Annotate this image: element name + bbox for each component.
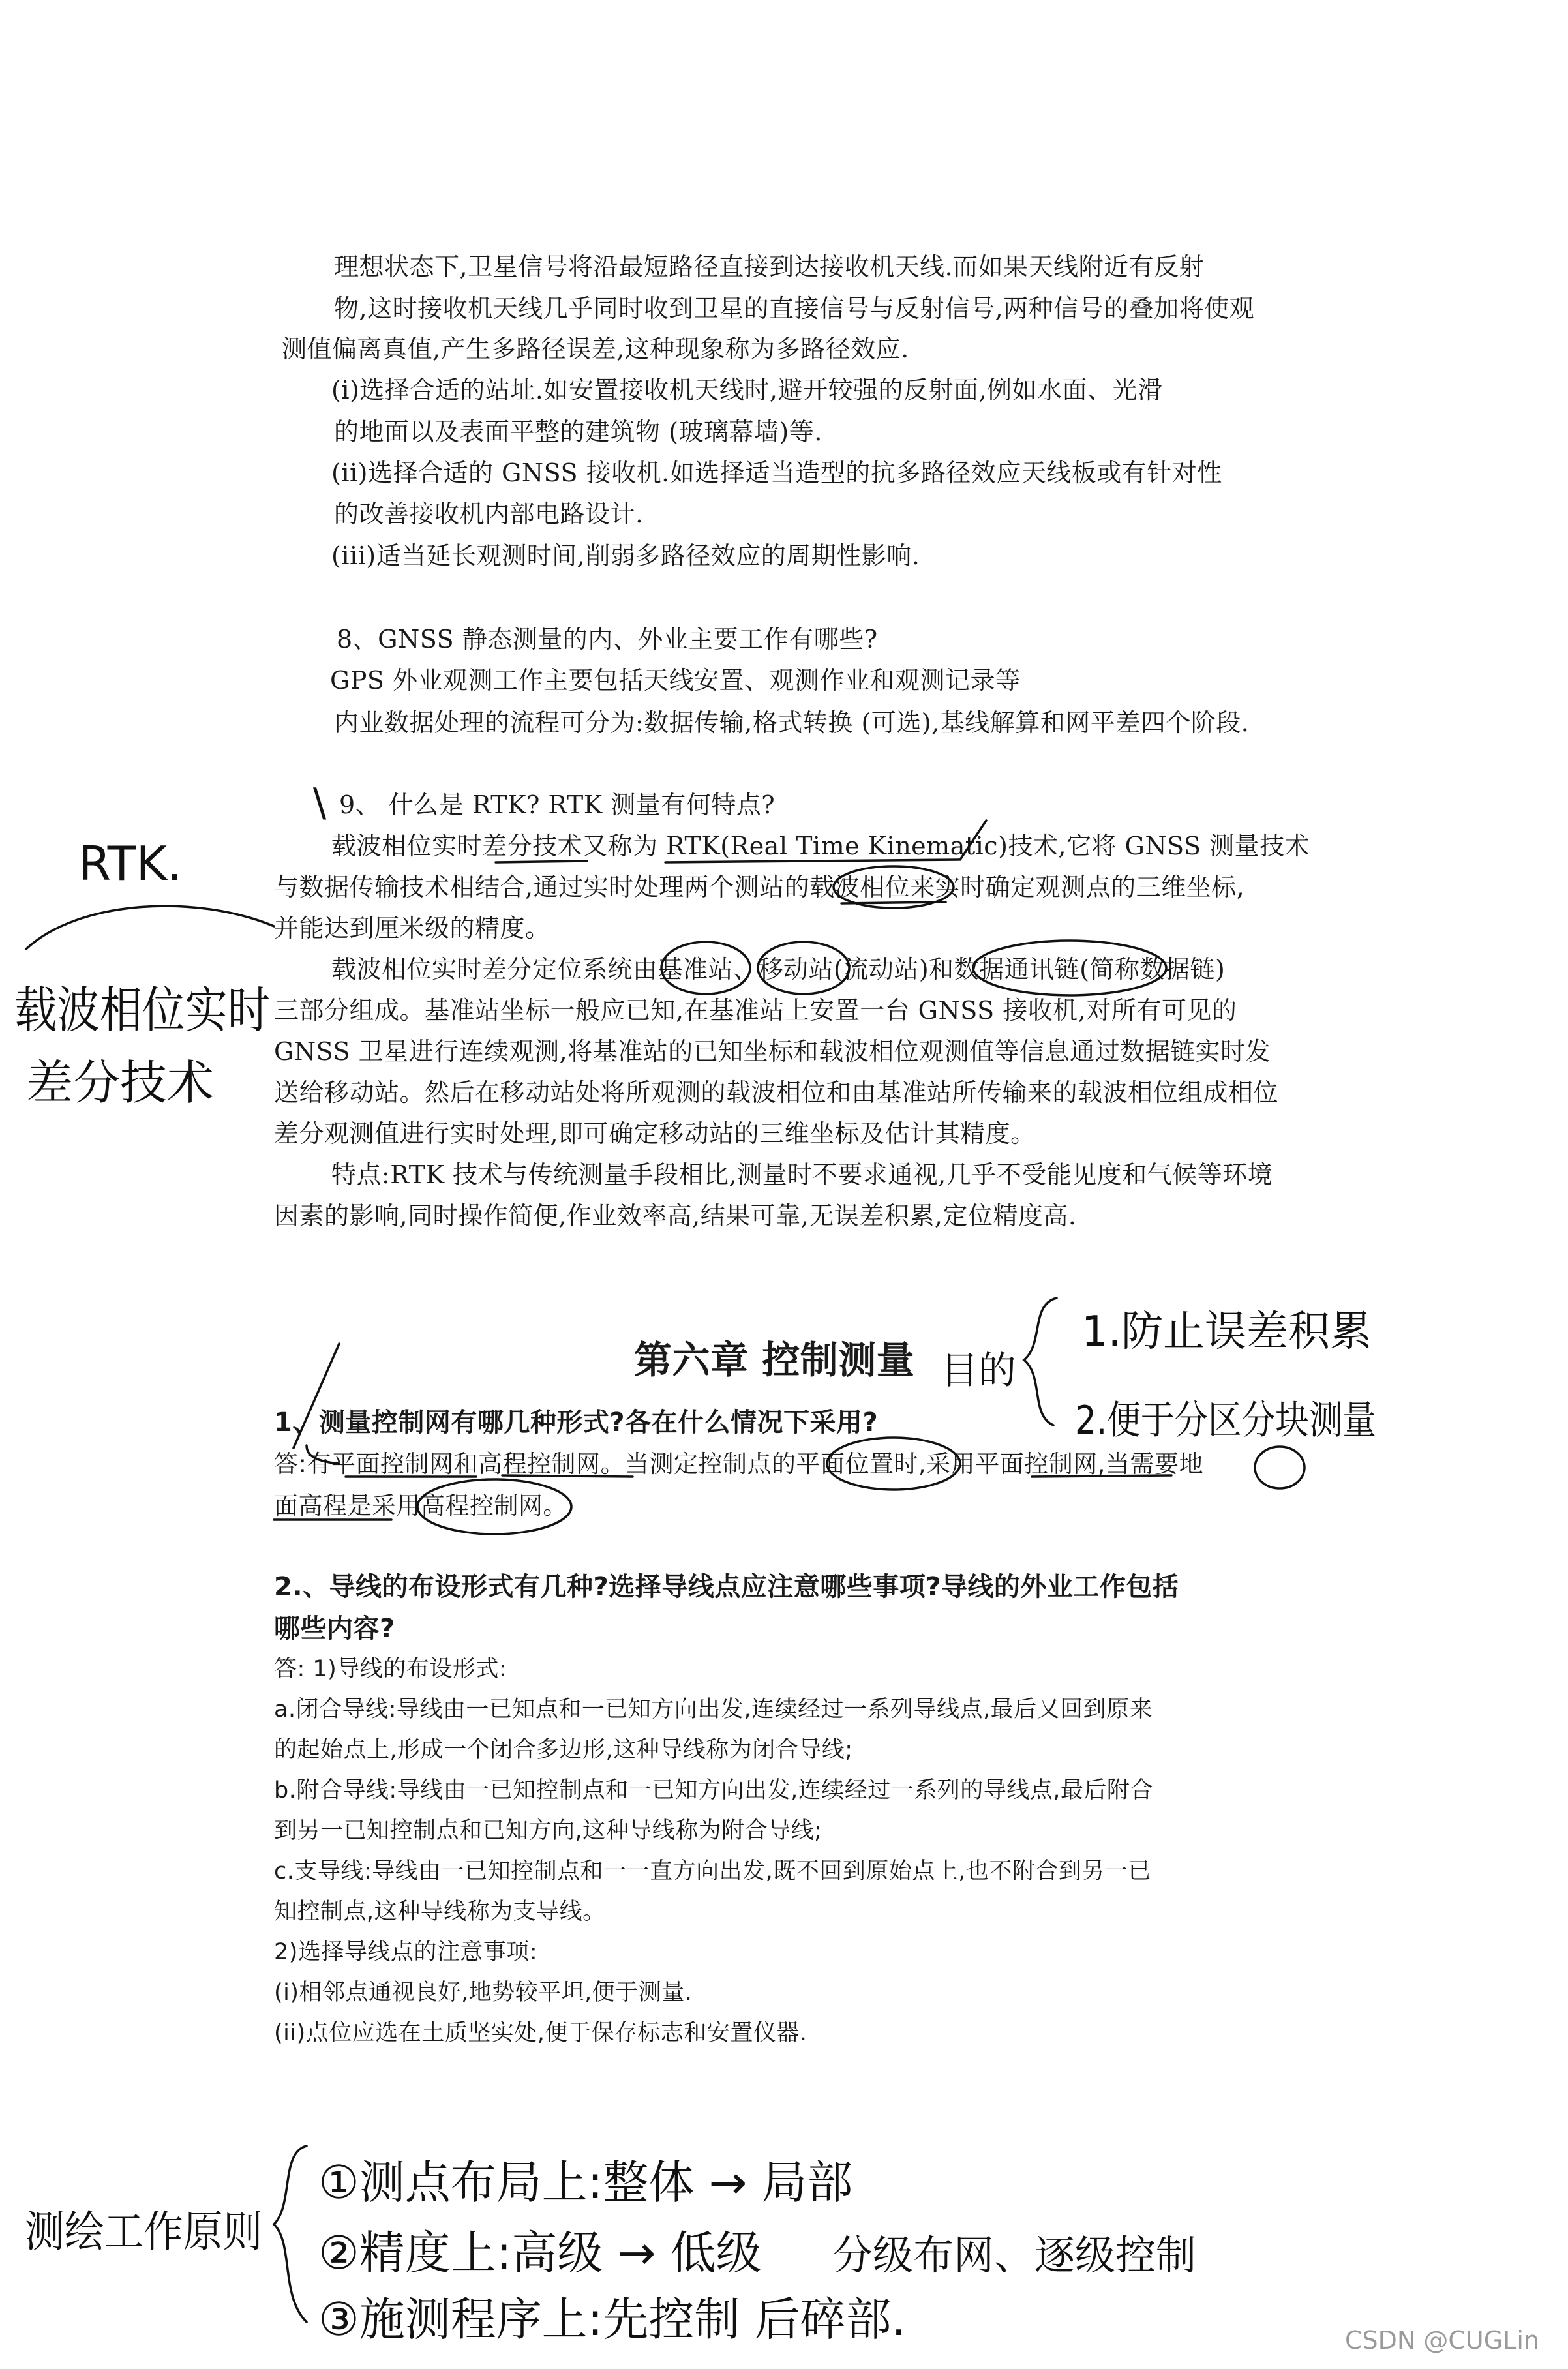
chapter-brace (1024, 1298, 1057, 1425)
text-line: 内业数据处理的流程可分为:数据传输,格式转换 (可选),基线解算和网平差四个阶段. (334, 708, 1250, 737)
q2-text-line: 到另一已知控制点和已知方向,这种导线称为附合导线; (274, 1818, 822, 1844)
principles-item1: ①测点布局上:整体 → 局部 (318, 2156, 853, 2209)
chapter-note-item1: 1.防止误差积累 (1081, 1308, 1372, 1356)
principles-item2-extra: 分级布网、逐级控制 (832, 2231, 1197, 2279)
text-line: 与数据传输技术相结合,通过实时处理两个测站的载波相位来实时确定观测点的三维坐标, (274, 873, 1245, 901)
q2-question-line: 哪些内容? (274, 1614, 395, 1644)
margin-note-rtk-line1: 载波相位实时 (14, 981, 271, 1039)
text-line: 三部分组成。基准站坐标一般应已知,在基准站上安置一台 GNSS 接收机,对所有可见的 (274, 996, 1237, 1025)
q2-text-line: (ii)点位应选在土质坚实处,便于保存标志和安置仪器. (274, 2020, 807, 2046)
text-line: 载波相位实时差分定位系统由基准站、移动站(流动站)和数据通讯链(简称数据链) (331, 955, 1226, 984)
principles-label: 测绘工作原则 (25, 2207, 263, 2257)
q2-text-line: 知控制点,这种导线称为支导线。 (274, 1899, 606, 1925)
q2-text-line: a.闭合导线:导线由一已知点和一已知方向出发,连续经过一系列导线点,最后又回到原来 (274, 1697, 1153, 1723)
principles-item2: ②精度上:高级 → 低级 (318, 2226, 762, 2280)
q1-answer-line: 答:有平面控制网和高程控制网。当测定控制点的平面位置时,采用平面控制网,当需要地 (274, 1450, 1203, 1478)
text-line: (iii)适当延长观测时间,削弱多路径效应的周期性影响. (331, 541, 920, 570)
text-line: (i)选择合适的站址.如安置接收机天线时,避开较强的反射面,例如水面、光滑 (331, 376, 1163, 404)
question-8: 8、GNSS 静态测量的内、外业主要工作有哪些? (337, 625, 878, 654)
q1-answer-line: 面高程是采用高程控制网。 (274, 1492, 567, 1520)
text-line: 的地面以及表面平整的建筑物 (玻璃幕墙)等. (334, 417, 822, 446)
text-line: 差分观测值进行实时处理,即可确定移动站的三维坐标及估计其精度。 (274, 1119, 1036, 1148)
text-line: 载波相位实时差分技术又称为 RTK(Real Time Kinematic)技术,它将 GNSS 测量技术 (331, 832, 1310, 860)
circle-di (1255, 1447, 1304, 1488)
text-line: 理想状态下,卫星信号将沿最短路径直接到达接收机天线.而如果天线附近有反射 (334, 252, 1205, 281)
chapter-note-item2: 2.便于分区分块测量 (1075, 1398, 1377, 1443)
q1-question: 1、测量控制网有哪几种形式?各在什么情况下采用? (274, 1408, 879, 1438)
text-line: (ii)选择合适的 GNSS 接收机.如选择适当造型的抗多路径效应天线板或有针对性 (331, 459, 1222, 487)
margin-note-rtk-title: RTK. (78, 836, 182, 891)
principles-brace (274, 2146, 307, 2322)
q2-text-line: 2)选择导线点的注意事项: (274, 1939, 538, 1965)
check-mark-9: \ (313, 780, 327, 826)
q2-text-line: c.支导线:导线由一已知控制点和一一直方向出发,既不回到原始点上,也不附合到另一已 (274, 1858, 1151, 1884)
q2-text-line: b.附合导线:导线由一已知控制点和一已知方向出发,连续经过一系列的导线点,最后附合 (274, 1777, 1153, 1803)
chapter-note-label: 目的 (941, 1348, 1017, 1393)
q2-text-line: 答: 1)导线的布设形式: (274, 1656, 507, 1682)
principles-item3: ③施测程序上:先控制 后碎部. (318, 2293, 906, 2346)
q2-question-line: 2.、导线的布设形式有几种?选择导线点应注意哪些事项?导线的外业工作包括 (274, 1572, 1179, 1602)
question-9: 9、 什么是 RTK? RTK 测量有何特点? (339, 791, 776, 819)
text-line: 测值偏离真值,产生多路径误差,这种现象称为多路径效应. (282, 335, 909, 363)
text-line: GPS 外业观测工作主要包括天线安置、观测作业和观测记录等 (330, 666, 1021, 695)
q2-text-line: (i)相邻点通视良好,地势较平坦,便于测量. (274, 1980, 693, 2006)
watermark: CSDN @CUGLin (1344, 2326, 1539, 2355)
margin-curve (26, 906, 274, 949)
text-line: 的改善接收机内部电路设计. (334, 500, 644, 528)
text-line: 并能达到厘米级的精度。 (274, 914, 550, 943)
text-line: GNSS 卫星进行连续观测,将基准站的已知坐标和载波相位观测值等信息通过数据链实时发 (274, 1037, 1271, 1066)
q2-text-line: 的起始点上,形成一个闭合多边形,这种导线称为闭合导线; (274, 1737, 853, 1763)
text-line: 因素的影响,同时操作简便,作业效率高,结果可靠,无误差积累,定位精度高. (274, 1201, 1077, 1230)
chapter-title: 第六章 控制测量 (634, 1338, 915, 1382)
text-line: 特点:RTK 技术与传统测量手段相比,测量时不要求通视,几乎不受能见度和气候等环境 (331, 1160, 1273, 1189)
text-line: 物,这时接收机天线几乎同时收到卫星的直接信号与反射信号,两种信号的叠加将使观 (334, 294, 1255, 323)
margin-note-rtk-line2: 差分技术 (26, 1055, 215, 1110)
text-line: 送给移动站。然后在移动站处将所观测的载波相位和由基准站所传输来的载波相位组成相位 (274, 1078, 1279, 1107)
